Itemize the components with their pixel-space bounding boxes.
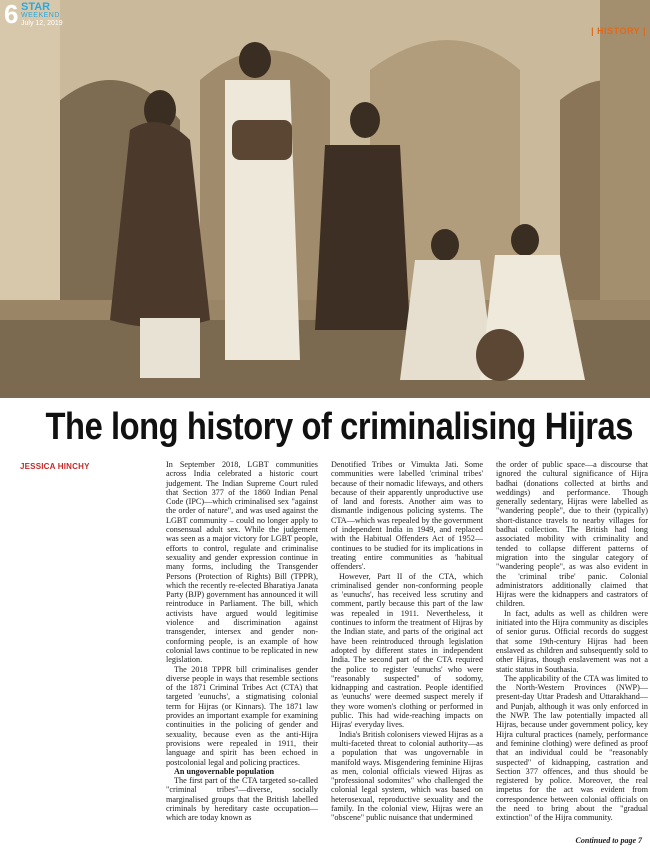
paragraph: the order of public space—a discourse that ignored the cultural significance of Hijra badhai (donations collected at births and weddings) and performance. Though generally sedentary, Hijras were labelled as "wandering people", due to their (typically) short-distance travels to nearby villages for badhai collection. The British had long associated mobility with criminality and tended to collapse different patterns of migration into the singular category of "wandering people", as was also evident in the 'criminal tribe' panic. Colonial administrators additionally claimed that Hijras were the kidnappers and castrators of children. [496,460,648,609]
subheading: An ungovernable population [174,766,275,776]
article-column-1 [166,460,318,823]
historical-photo-illustration [0,0,650,398]
paragraph: In September 2018, LGBT communities across India celebrated a historic court judgement. The Indian Supreme Court ruled that Section 377 of the 1860 Indian Penal Code (IPC)—which criminalised sex "against the order of nature", and was used against the LGBT community – could no longer apply to consensual adult sex. While the judgement was seen as a major victory for LGBT people, efforts to control, regulate and criminalise sexuality and gender expression continue in many forms, including the Transgender Persons (Protection of Rights) Bill (TPPR), which the recently re-elected Bharatiya Janata Party (BJP) government has announced it will reintroduce in Parliament. The bill, which activists have argued would legitimise violence and discrimination against transgender, intersex and gender non-conforming people, is an example of how colonial laws continue to be replicated in new legislation. [166,460,318,665]
article-photo [0,0,650,398]
brand-logo-text: STAR [21,1,51,13]
article-column-3 [496,460,648,823]
continued-note: Continued to page 7 [575,836,642,845]
section-label: | HISTORY | [591,26,646,36]
issue-date: July 12, 2019 [21,20,63,27]
paragraph: The 2018 TPPR bill criminalises gender diverse people in ways that resemble sections of the 1871 Criminal Tribes Act (CTA) that targeted 'eunuchs', a stigmatising colonial term for Hijras (or Kinnars). The 1871 law provides an important example for examining continuities in the policing of gender and sexuality, because even as the anti-Hijra provisions were repealed in 1911, their language and spirit has been echoed in postcolonial legal and policing practices. [166,664,318,767]
headline: The long history of criminalising Hijras [45,406,633,448]
paragraph: India's British colonisers viewed Hijras as a multi-faceted threat to colonial authority—as a population that was ungovernable in manifold ways. Misgendering feminine Hijras as men, colonial officials viewed Hijras as "professional sodomites" who challenged the colonial legal system, which was based on heterosexual, reproductive sexuality and the family. In the colonial view, Hijras were an "obscene" public nuisance that undermined [331,729,483,823]
byline: JESSICA HINCHY [20,462,90,471]
edition-label: WEEKEND [21,12,60,19]
paragraph: However, Part II of the CTA, which criminalised gender non-conforming people as 'eunuchs', has received less scrutiny and comment, partly because this part of the law was repealed in 1911. Nevertheless, it continues to inform the treatment of Hijras by the Indian state, and parts of the original act have been reintroduced through legislation adopted by different states in independent India. The second part of the CTA required the police to register 'eunuchs' who were "reasonably suspected" of sodomy, kidnapping and castration. People identified as 'eunuchs' were deemed suspect merely if they wore women's clothing or performed in public. This had wide-reaching impacts on Hijras' everyday lives. [331,571,483,730]
paragraph: Denotified Tribes or Vimukta Jati. Some communities were labelled 'criminal tribes' because of their nomadic lifeways, and others because of their apparently unproductive use of land and forests. Another aim was to dismantle indigenous policing systems. The CTA—which was repealed by the government of independent India in 1949, and replaced with the Habitual Offenders Act of 1952—continues to be studied for its implications in treating entire communities as 'habitual offenders'. [331,460,483,572]
paragraph: In fact, adults as well as children were initiated into the Hijra community as disciples of senior gurus. Official records do suggest that some 19th-century Hijras had been enslaved as children and subsequently sold to other Hijras, though enslavement was not a static status in Southasia. [496,608,648,674]
paragraph: The applicability of the CTA was limited to the North-Western Provinces (NWP)—present-day Uttar Pradesh and Uttarakhand—and Punjab, although it was only enforced in the NWP. The law potentially impacted all Hijras, because under government policy, key Hijra cultural practices (namely, performance and feminine clothing) were defined as proof that an individual could be "reasonably suspected" of kidnapping, castration and Section 377 offences, and thus should be registered by police. Moreover, the real impetus for the act was evident from correspondence between colonial officials on the need to bring about the "gradual extinction" of the Hijra community. [496,673,648,823]
page-number: 6 [4,0,19,29]
paragraph: The first part of the CTA targeted so-called "criminal tribes"—diverse, socially marginalised groups that the British labelled criminals by hereditary caste occupation—which are today known as [166,776,318,823]
article-column-2 [331,460,483,823]
